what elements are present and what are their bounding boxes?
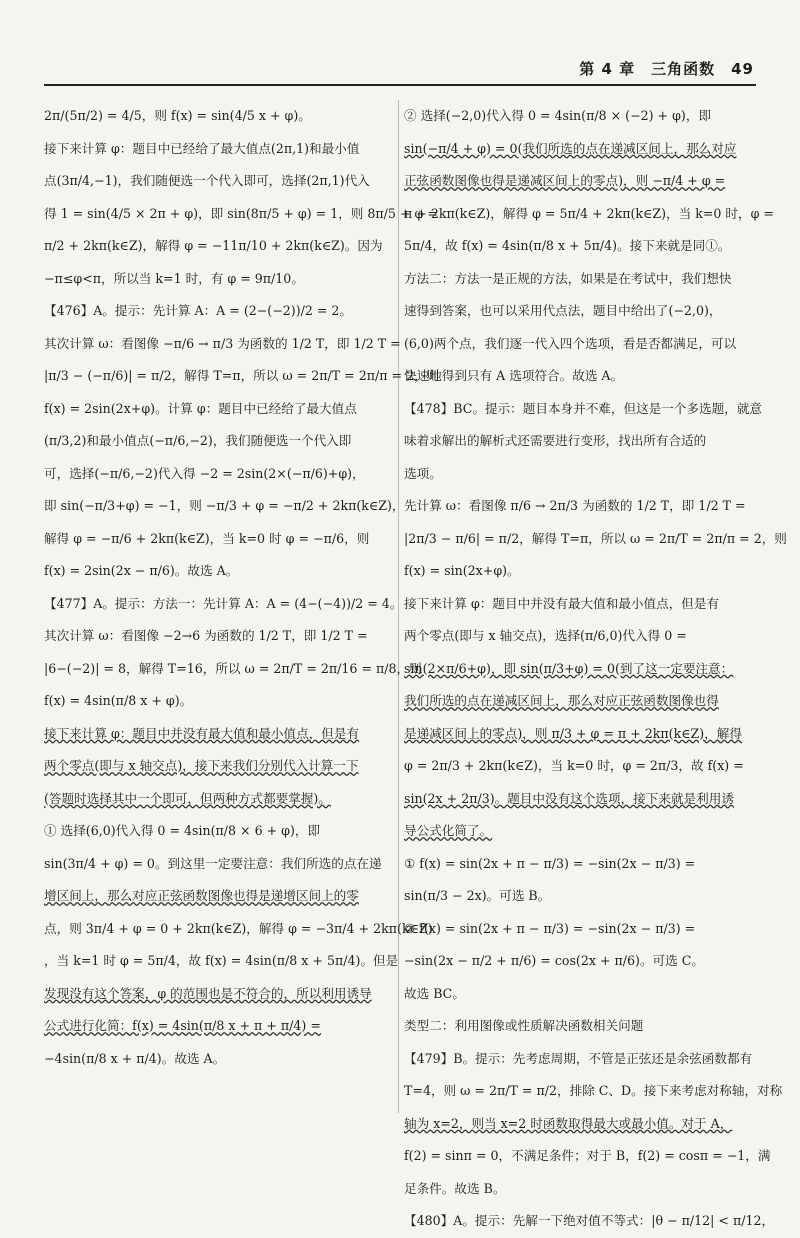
text-line: 点，则 3π/4 + φ = 0 + 2kπ(k∈Z)，解得 φ = −3π/4 + 2kπ(k∈Z) xyxy=(44,920,433,936)
text-line: φ = 2π/3 + 2kπ(k∈Z)，当 k=0 时，φ = 2π/3，故 f(x) = xyxy=(404,758,744,773)
text-line: −π≤φ<π，所以当 k=1 时，有 φ = 9π/10。 xyxy=(44,270,304,286)
text-line: ② f(x) = sin(2x + π − π/3) = −sin(2x − π/3) = xyxy=(404,920,696,936)
page-header xyxy=(0,58,800,88)
text-line: f(x) = 2sin(2x+φ)。计算 φ：题目中已经给了最大值点 xyxy=(44,400,357,416)
text-line: 可，选择(−π/6,−2)代入得 −2 = 2sin(2×(−π/6)+φ)， xyxy=(44,465,365,481)
text-line: 【476】A。提示：先计算 A：A = (2−(−2))/2 = 2。 xyxy=(44,303,353,318)
text-line: (答题时选择其中一个即可，但两种方式都要掌握)。 xyxy=(44,790,331,806)
right-column xyxy=(404,100,787,1228)
text-line: T=4，则 ω = 2π/T = π/2，排除 C、D。接下来考虑对称轴，对称 xyxy=(404,1083,783,1098)
text-line: 两个零点(即与 x 轴交点)，接下来我们分别代入计算一下 xyxy=(44,758,359,773)
text-line: 其次计算 ω：看图像 −π/6 → π/3 为函数的 1/2 T，即 1/2 T = xyxy=(44,335,401,351)
text-line: 即 sin(−π/3+φ) = −1，则 −π/3 + φ = −π/2 + 2kπ(k∈Z)， xyxy=(44,498,405,513)
text-line: 轴为 x=2，则当 x=2 时函数取得最大或最小值。对于 A， xyxy=(404,1115,733,1131)
text-line: 增区间上，那么对应正弦函数图像也得是递增区间上的零 xyxy=(44,888,359,903)
text-line: 接下来计算 φ：题目中已经给了最大值点(2π,1)和最小值 xyxy=(44,140,360,156)
text-line: 正弦函数图像也得是递减区间上的零点)，则 −π/4 + φ = xyxy=(404,173,726,188)
text-line: |2π/3 − π/6| = π/2，解得 T=π，所以 ω = 2π/T = 2π/π = 2，则 xyxy=(404,530,787,546)
text-line: (6,0)两个点，我们逐一代入四个选项，看是否都满足，可以 xyxy=(404,335,737,351)
text-line: 是递减区间上的零点)，则 π/3 + φ = π + 2kπ(k∈Z)，解得 xyxy=(404,725,742,741)
text-line: 味着求解出的解析式还需要进行变形，找出所有合适的 xyxy=(404,433,707,448)
text-line: 【479】B。提示：先考虑周期，不管是正弦还是余弦函数都有 xyxy=(404,1050,753,1066)
header-chapter-page: 第 4 章 三角函数 49 xyxy=(579,60,754,78)
text-line: f(x) = 4sin(π/8 x + φ)。 xyxy=(44,693,193,708)
text-line: ② 选择(−2,0)代入得 0 = 4sin(π/8 × (−2) + φ)，即 xyxy=(404,108,712,123)
text-line: 选项。 xyxy=(404,465,442,481)
text-line: 发现没有这个答案，φ 的范围也是不符合的，所以利用诱导 xyxy=(44,985,372,1001)
text-line: 接下来计算 φ：题目中并没有最大值和最小值点，但是有 xyxy=(404,595,720,611)
text-line: sin(2×π/6+φ)，即 sin(π/3+φ) = 0(到了这一定要注意： xyxy=(404,660,734,676)
text-line: 【477】A。提示：方法一：先计算 A：A = (4−(−4))/2 = 4。 xyxy=(44,595,403,611)
text-line: sin(3π/4 + φ) = 0。到这里一定要注意：我们所选的点在递 xyxy=(44,855,382,871)
text-line: 【478】BC。提示：题目本身并不难，但这是一个多选题，就意 xyxy=(404,400,763,416)
text-line: 先计算 ω：看图像 π/6 → 2π/3 为函数的 1/2 T，即 1/2 T = xyxy=(404,498,746,513)
text-line: 我们所选的点在递减区间上，那么对应正弦函数图像也得 xyxy=(404,693,719,708)
text-line: 类型二：利用图像或性质解决函数相关问题 xyxy=(404,1018,644,1033)
text-line: 足条件。故选 B。 xyxy=(404,1180,506,1196)
text-line: sin(2x + 2π/3)。题目中没有这个选项，接下来就是利用诱 xyxy=(404,790,734,806)
text-line: 5π/4，故 f(x) = 4sin(π/8 x + 5π/4)。接下来就是同①。 xyxy=(404,238,731,253)
text-line: |π/3 − (−π/6)| = π/2，解得 T=π，所以 ω = 2π/T = 2π/π = 2，则 xyxy=(44,368,440,383)
text-line: 解得 φ = −π/6 + 2kπ(k∈Z)，当 k=0 时 φ = −π/6，则 xyxy=(44,530,370,546)
text-line: 故选 BC。 xyxy=(404,985,465,1001)
text-line: 公式进行化简：f(x) = 4sin(π/8 x + π + π/4) = xyxy=(44,1018,321,1033)
text-line: 两个零点(即与 x 轴交点)，选择(π/6,0)代入得 0 = xyxy=(404,628,687,643)
text-line: 速得到答案，也可以采用代点法，题目中给出了(−2,0)， xyxy=(404,303,722,318)
text-line: 接下来计算 φ：题目中并没有最大值和最小值点，但是有 xyxy=(44,725,360,741)
text-line: f(x) = sin(2x+φ)。 xyxy=(404,563,520,578)
text-line: f(2) = sinπ = 0，不满足条件；对于 B，f(2) = cosπ = −1，满 xyxy=(404,1148,771,1163)
text-line: sin(−π/4 + φ) = 0(我们所选的点在递减区间上，那么对应 xyxy=(404,140,737,156)
text-line: π/2 + 2kπ(k∈Z)，解得 φ = −11π/10 + 2kπ(k∈Z)。因为 xyxy=(44,238,383,253)
text-line: (π/3,2)和最小值点(−π/6,−2)，我们随便选一个代入即 xyxy=(44,433,352,448)
text-line: 2π/(5π/2) = 4/5，则 f(x) = sin(4/5 x + φ)。 xyxy=(44,108,311,123)
text-line: 【480】A。提示：先解一下绝对值不等式：|θ − π/12| < π/12， xyxy=(404,1213,775,1228)
text-line: 快速地得到只有 A 选项符合。故选 A。 xyxy=(404,368,624,383)
text-line: −sin(2x − π/2 + π/6) = cos(2x + π/6)。可选 C。 xyxy=(404,953,704,968)
text-line: ① f(x) = sin(2x + π − π/3) = −sin(2x − π/3) = xyxy=(404,855,696,871)
text-line: 其次计算 ω：看图像 −2→6 为函数的 1/2 T，即 1/2 T = xyxy=(44,628,368,643)
text-line: 方法二：方法一是正规的方法，如果是在考试中，我们想快 xyxy=(404,270,732,286)
text-line: ，当 k=1 时 φ = 5π/4，故 f(x) = 4sin(π/8 x + 5π/4)。但是 xyxy=(44,953,399,968)
text-line: π + 2kπ(k∈Z)，解得 φ = 5π/4 + 2kπ(k∈Z)，当 k=0 时，φ = xyxy=(404,205,774,221)
text-line: f(x) = 2sin(2x − π/6)。故选 A。 xyxy=(44,563,239,578)
text-line: 得 1 = sin(4/5 × 2π + φ)，即 sin(8π/5 + φ) = 1，则 8π/5 + φ = xyxy=(44,205,438,221)
text-line: −4sin(π/8 x + π/4)。故选 A。 xyxy=(44,1050,226,1066)
text-line: 导公式化简了。 xyxy=(404,823,493,838)
text-line: ① 选择(6,0)代入得 0 = 4sin(π/8 × 6 + φ)，即 xyxy=(44,823,321,838)
text-line: |6−(−2)| = 8，解得 T=16，所以 ω = 2π/T = 2π/16 = π/8，则 xyxy=(44,660,422,676)
text-line: 点(3π/4,−1)，我们随便选一个代入即可，选择(2π,1)代入 xyxy=(44,173,370,188)
header-rule xyxy=(44,84,756,86)
text-line: sin(π/3 − 2x)。可选 B。 xyxy=(404,888,551,903)
